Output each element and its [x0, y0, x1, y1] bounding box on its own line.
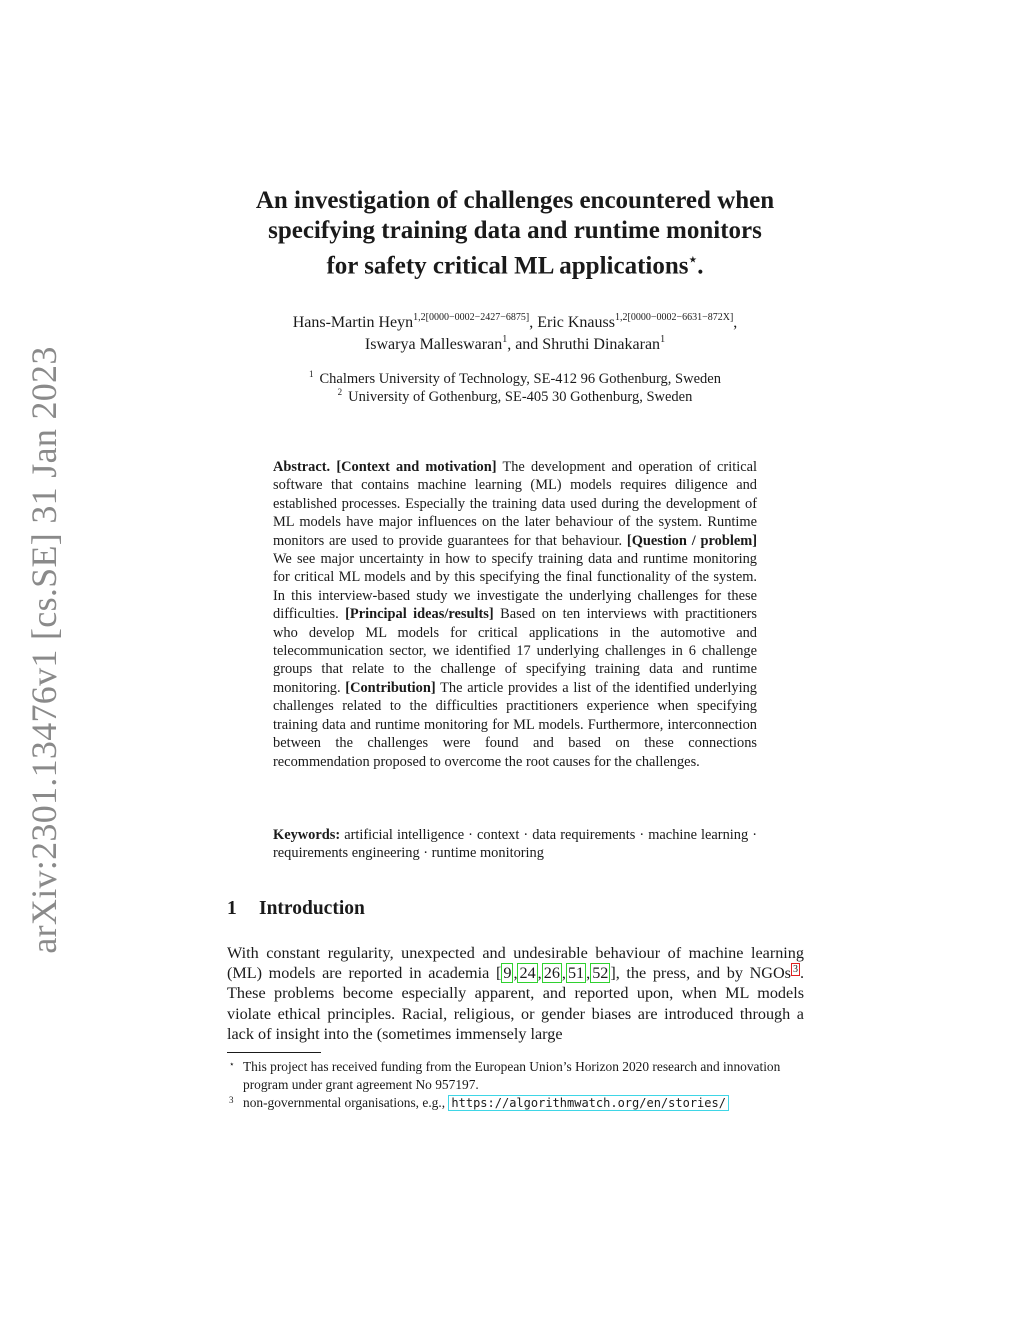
footnotes [227, 1058, 804, 1113]
abstract-context-text: The development and operation of critical software that contains machine learning (ML) models requires diligence and established processes. Especially the training data used during the development of ML models have major influences on the later behaviour of the system. Runtime monitors are used to provide guarantees for that behaviour. [273, 459, 757, 549]
author-line-1 [160, 312, 870, 334]
citation-bracket-close: ] [610, 964, 616, 983]
abstract-question-text: We see major uncertainty in how to specify training data and runtime monitoring for critical ML models and by this specifying the final functionality of the system. In this interview-based study we investigate the underlying challenges for these difficulties. [273, 551, 757, 623]
abstract-results-text: Based on ten interviews with practitioners who develop ML models for critical applications in the automotive and telecommunication sector, we identified 17 underlying challenges in 6 challenge groups that relate to the challenge of specifying training data and runtime monitoring. [273, 606, 757, 696]
footnote-3 [227, 1094, 804, 1112]
title-line-3 [200, 246, 830, 281]
affiliation-1-text: Chalmers University of Technology, SE-412 96 Gothenburg, Sweden [319, 371, 721, 387]
citation-link[interactable]: 51 [567, 964, 585, 983]
affiliation-1 [200, 370, 830, 388]
footnote-3-link[interactable]: 3 [792, 964, 798, 976]
footnote-funding-text: This project has received funding from the European Union’s Horizon 2020 research and innovation program under grant agreement No 957197. [243, 1059, 781, 1093]
footnote-3-mark: 3 [229, 1095, 234, 1106]
abstract-heading-context: [Context and motivation] [336, 459, 497, 475]
author-knauss: , Eric Knauss [529, 314, 615, 331]
citation-bracket-open: [ [495, 964, 502, 983]
citation-link[interactable]: 9 [503, 964, 512, 983]
introduction-paragraph: With constant regularity, unexpected and undesirable behaviour of machine learning (ML) models are reported in academia [ 9 , 24 , 26 , 51 , 52 ], the press, and by NGOs $^3$ . These problems become especially apparent, and reported upon, when ML models violate ethical principles. Racial, religious, or gender biases are introduced through a lack of insight into the (sometimes immensely large [227, 944, 804, 1043]
author-dinakaran: , and Shruthi Dinakaran [507, 336, 661, 353]
affiliation-2 [200, 388, 830, 406]
footnote-3-text: non-governmental organisations, e.g., [243, 1095, 449, 1111]
title-line-2: specifying training data and runtime monitors [268, 217, 762, 244]
arxiv-stamp-text: arXiv:2301.13476v1 [cs.SE] 31 Jan 2023 [24, 346, 64, 954]
title-line-1: An investigation of challenges encountered when [255, 187, 775, 214]
section-number: 1 [227, 898, 237, 919]
abstract-heading-contribution: [Contribution] [345, 679, 436, 696]
author-separator: , [733, 314, 738, 331]
keywords-text: artificial intelligence · context · data requirements · machine learning · requirements engineering · runtime monitoring [273, 827, 757, 862]
keywords [273, 826, 757, 863]
paper-title [200, 186, 830, 281]
author-list [160, 312, 870, 356]
abstract-heading-results: [Principal ideas/results] [345, 606, 494, 623]
affiliation-list [200, 370, 830, 406]
author-knauss-affiliation: 1,2[0000−0002−6631−872X] [614, 312, 734, 323]
abstract-label: Abstract. [273, 459, 331, 475]
abstract [273, 458, 757, 771]
footnote-funding [227, 1058, 804, 1094]
citation-link[interactable]: 24 [519, 964, 536, 983]
citation-link[interactable]: 52 [592, 964, 609, 983]
algorithmwatch-url-link[interactable]: https://algorithmwatch.org/en/stories/ [448, 1095, 729, 1111]
title-footnote-mark: ⋆ [688, 253, 698, 268]
author-malleswaran: Iswarya Malleswaran [364, 336, 503, 353]
abstract-heading-question: [Question / problem] [626, 532, 758, 549]
affiliation-2-text: University of Gothenburg, SE-405 30 Gothenburg, Sweden [348, 389, 693, 405]
section-title: Introduction [259, 898, 365, 919]
intro-text-1: With constant regularity, unexpected and undesirable behaviour of machine learning (ML) models are reported in academia [227, 944, 804, 983]
footnote-star-mark: ⋆ [229, 1059, 235, 1069]
intro-text-3: . These problems become especially apparent, and reported upon, when ML models violate ethical principles. Racial, religious, or gender biases are introduced through a lack of insight into the (sometimes immensely large [227, 964, 804, 1043]
affiliation-2-number: 2 [337, 387, 343, 397]
author-dinakaran-affiliation: 1 [660, 334, 666, 345]
footnote-divider [227, 1052, 321, 1053]
title-period: . [697, 252, 704, 280]
abstract-contribution-text: The article provides a list of the identified underlying challenges related to the difficulties practitioners experience when specifying training data and runtime monitoring for ML models. Furthermore, interconnection between the challenges were found and based on these connections recommendation proposed to overcome the root causes for the challenges. [273, 679, 757, 770]
author-heyn: Hans-Martin Heyn [292, 314, 414, 331]
author-malleswaran-affiliation: 1 [502, 334, 508, 345]
title-line-3-text: for safety critical ML applications [326, 252, 689, 280]
keywords-label: Keywords: [273, 827, 341, 843]
author-heyn-affiliation: 1,2[0000−0002−2427−6875] [413, 312, 530, 323]
intro-text-2: , the press, and by NGOs [615, 964, 791, 983]
section-heading-introduction [227, 898, 365, 920]
author-line-2 [160, 334, 870, 356]
affiliation-1-number: 1 [309, 369, 314, 379]
citation-link[interactable]: 26 [543, 964, 560, 983]
